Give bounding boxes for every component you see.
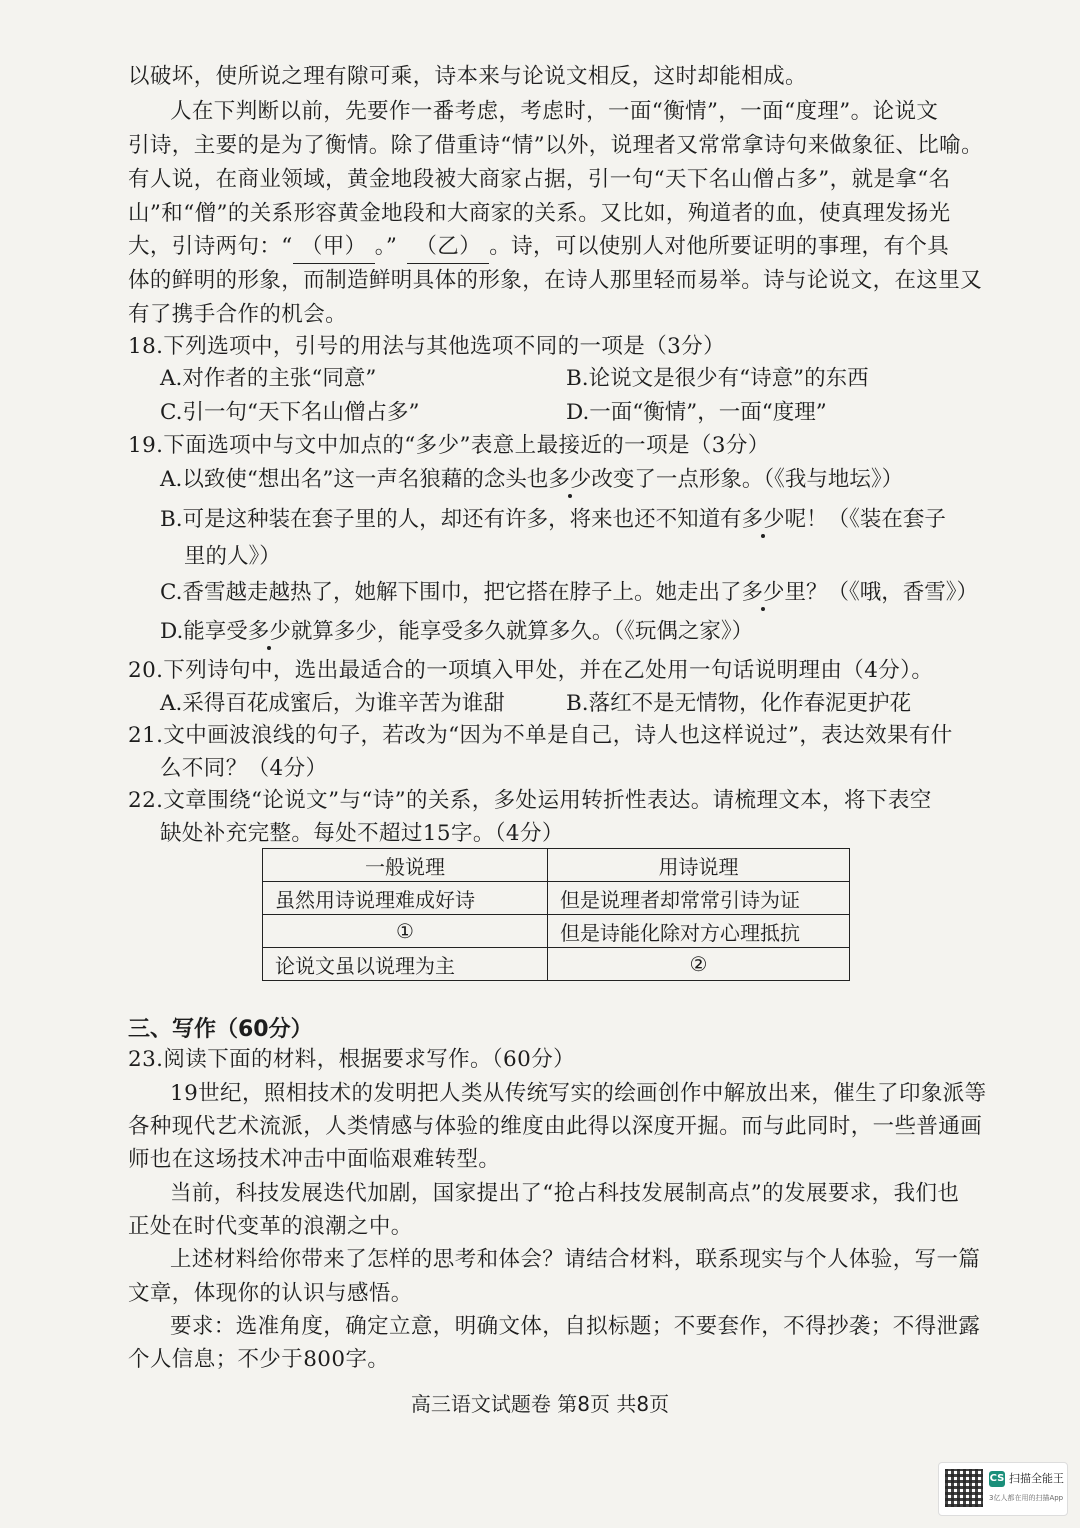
passage-line: 引诗，主要的是为了衡情。除了借重诗“情”以外，说理者又常常拿诗句来做象征、比喻。 — [128, 133, 983, 158]
text: B.可是这种装在套子里的人，却还有许多，将来也还不知道有 — [160, 507, 742, 532]
scanner-tagline: 3亿人都在用的扫描App — [989, 1494, 1064, 1502]
text: 就算多少，能享受多久就算多久。（《玩偶之家》） — [290, 619, 754, 644]
table-row — [263, 948, 850, 981]
table-cell: 论说文虽以说理为主 — [263, 948, 548, 981]
table-cell: 但是诗能化除对方心理抵抗 — [548, 915, 850, 948]
q21-stem-cont: 么不同？（4分） — [160, 756, 328, 781]
table-cell-blank-2: ② — [548, 948, 850, 981]
material-line: 19世纪，照相技术的发明把人类从传统写实的绘画创作中解放出来，催生了印象派等 — [170, 1081, 987, 1106]
q21-stem: 21.文中画波浪线的句子，若改为“因为不单是自己，诗人也这样说过”，表达效果有什 — [128, 723, 953, 748]
q18-option-b: B.论说文是很少有“诗意”的东西 — [566, 366, 869, 391]
q22-table — [262, 848, 850, 981]
passage-line: 体的鲜明的形象，而制造鲜明具体的形象，在诗人那里轻而易举。诗与论说文，在这里又 — [128, 268, 983, 293]
q18-option-c: C.引一句“天下名山僧占多” — [160, 400, 420, 425]
q19-option-b-cont: 里的人》） — [184, 544, 281, 569]
dotted-word: 多少 — [741, 580, 785, 605]
dotted-word: 多少 — [247, 619, 291, 644]
text: C.香雪越走越热了，她解下围巾，把它搭在脖子上。她走出了 — [160, 580, 742, 605]
q20-option-a: A.采得百花成蜜后，为谁辛苦为谁甜 — [160, 691, 505, 716]
section-title: 三、写作（60分） — [128, 1017, 313, 1042]
material-line: 正处在时代变革的浪潮之中。 — [128, 1214, 413, 1239]
passage-line: 有人说，在商业领域，黄金地段被大商家占据，引一句“天下名山僧占多”，就是拿“名 — [128, 167, 951, 192]
passage-line-with-blanks — [128, 230, 949, 264]
scanner-badge — [938, 1462, 1068, 1516]
passage-line: 有了携手合作的机会。 — [128, 302, 348, 327]
q18-option-d: D.一面“衡情”，一面“度理” — [566, 400, 827, 425]
scanner-name: 扫描全能王 — [1009, 1472, 1064, 1485]
table-cell: 虽然用诗说理难成好诗 — [263, 882, 548, 915]
q18-stem: 18.下列选项中，引号的用法与其他选项不同的一项是（3分） — [128, 334, 725, 359]
blank-jia: （甲） — [293, 230, 375, 264]
passage-text: 。” — [374, 234, 398, 259]
q19-option-d — [160, 615, 753, 648]
text: D.能享受 — [160, 619, 248, 644]
passage-line: 人在下判断以前，先要作一番考虑，考虑时，一面“衡情”，一面“度理”。论说文 — [170, 99, 939, 124]
passage-text: 。诗，可以使别人对他所要证明的事理，有个具 — [489, 234, 950, 259]
q22-stem-cont: 缺处补充完整。每处不超过15字。（4分） — [160, 821, 564, 846]
q19-option-a — [160, 463, 903, 496]
text: A.以致使“想出名”这一声名狼藉的念头也 — [160, 467, 549, 492]
cs-logo-icon: CS — [989, 1471, 1005, 1487]
q19-option-c — [160, 576, 978, 609]
text: 改变了一点形象。（《我与地坛》） — [591, 467, 904, 492]
dotted-word: 多少 — [548, 467, 592, 492]
blank-yi: （乙） — [407, 230, 489, 264]
material-line: 文章，体现你的认识与感悟。 — [128, 1281, 413, 1306]
dotted-word: 多少 — [741, 507, 785, 532]
q19-option-b — [160, 503, 946, 536]
passage-text: 大，引诗两句：“ — [128, 234, 293, 259]
passage-line: 山”和“僧”的关系形容黄金地段和大商家的关系。又比如，殉道者的血，使真理发扬光 — [128, 201, 951, 226]
table-header-row — [263, 849, 850, 882]
q20-option-b: B.落红不是无情物，化作春泥更护花 — [566, 691, 912, 716]
q23-stem: 23.阅读下面的材料，根据要求写作。（60分） — [128, 1047, 576, 1072]
table-header: 用诗说理 — [548, 849, 850, 882]
q22-stem: 22.文章围绕“论说文”与“诗”的关系，多处运用转折性表达。请梳理文本，将下表空 — [128, 788, 932, 813]
material-line: 当前，科技发展迭代加剧，国家提出了“抢占科技发展制高点”的发展要求，我们也 — [170, 1181, 960, 1206]
table-row — [263, 882, 850, 915]
table-header: 一般说理 — [263, 849, 548, 882]
table-cell: 但是说理者却常常引诗为证 — [548, 882, 850, 915]
text: 呢！（《装在套子 — [784, 507, 946, 532]
requirement-line: 要求：选准角度，确定立意，明确文体，自拟标题；不要套作，不得抄袭；不得泄露 — [170, 1314, 981, 1339]
table-row — [263, 915, 850, 948]
table-cell-blank-1: ① — [263, 915, 548, 948]
passage-line: 以破坏，使所说之理有隙可乘，诗本来与论说文相反，这时却能相成。 — [128, 64, 807, 89]
page-footer: 高三语文试题卷 第8页 共8页 — [410, 1392, 670, 1416]
material-line: 师也在这场技术冲击中面临艰难转型。 — [128, 1147, 501, 1172]
q19-stem: 19.下面选项中与文中加点的“多少”表意上最接近的一项是（3分） — [128, 433, 770, 458]
material-line: 上述材料给你带来了怎样的思考和体会？请结合材料，联系现实与个人体验，写一篇 — [170, 1247, 981, 1272]
q18-option-a: A.对作者的主张“同意” — [160, 366, 377, 391]
q20-stem: 20.下列诗句中，选出最适合的一项填入甲处，并在乙处用一句话说明理由（4分）。 — [128, 658, 934, 683]
text: 里？（《哦，香雪》） — [784, 580, 979, 605]
qr-code-icon — [945, 1469, 983, 1507]
requirement-line: 个人信息；不少于800字。 — [128, 1347, 390, 1372]
material-line: 各种现代艺术流派，人类情感与体验的维度由此得以深度开掘。而与此同时，一些普通画 — [128, 1114, 983, 1139]
